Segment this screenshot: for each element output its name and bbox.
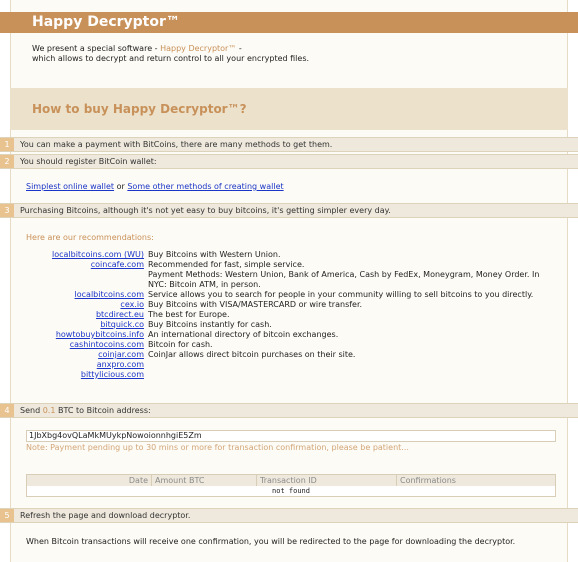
recommendation-link[interactable]: bittylicious.com	[80, 370, 144, 379]
recommendation-link[interactable]: howtobuybitcoins.info	[55, 330, 144, 339]
col-transaction-id: Transaction ID	[257, 475, 397, 486]
table-empty-row: not found	[27, 486, 555, 496]
recommendation-link[interactable]: coincafe.com	[90, 260, 144, 269]
recommendation-desc: Bitcoin for cash.	[148, 340, 213, 349]
intro-line2: which allows to decrypt and return control to all your encrypted files.	[32, 54, 310, 63]
step-number: 2	[0, 155, 14, 168]
step-5	[0, 508, 578, 523]
other-wallet-methods-link[interactable]: Some other methods of creating wallet	[127, 182, 284, 191]
final-instructions: When Bitcoin transactions will receive one confirmation, you will be redirected to the page for downloading the decryptor.	[26, 537, 516, 546]
recommendation-item	[26, 370, 556, 380]
recommendation-desc	[148, 370, 556, 380]
step-text: Refresh the page and download decryptor.	[20, 511, 191, 520]
step-number: 4	[0, 404, 14, 417]
recommendation-desc: Recommended for fast, simple service. Payment Methods: Western Union, Bank of America, Cash by FedEx, Moneygram, Money Order. In NYC: Bitcoin ATM, in person.	[148, 260, 540, 289]
recommendations-list	[26, 250, 556, 380]
recommendation-desc: Buy Bitcoins with VISA/MASTERCARD or wire transfer.	[148, 300, 363, 309]
recommendation-desc: An international directory of bitcoin exchanges.	[148, 330, 339, 339]
recommendation-link[interactable]: btcdirect.eu	[95, 310, 144, 319]
step-text	[20, 404, 151, 417]
recommendation-item	[26, 250, 556, 260]
page-title: Happy Decryptor™	[32, 14, 180, 30]
wallet-links	[26, 182, 284, 191]
recommendation-link[interactable]: bitquick.co	[100, 320, 144, 329]
col-confirmations: Confirmations	[400, 476, 456, 485]
howto-section	[10, 88, 568, 130]
table-header	[27, 475, 555, 486]
simplest-wallet-link[interactable]: Simplest online wallet	[26, 182, 115, 191]
recommendation-item	[26, 300, 556, 310]
recommendation-item	[26, 310, 556, 320]
intro-prefix: We present a special software -	[32, 44, 161, 53]
recommendation-link[interactable]: localbitcoins.com (WU)	[51, 250, 144, 259]
recommendation-link[interactable]: coinjar.com	[98, 350, 144, 359]
recommendation-desc: Buy Bitcoins instantly for cash.	[148, 320, 272, 329]
wallet-or: or	[114, 182, 128, 191]
intro-text	[32, 44, 552, 64]
recommendation-item	[26, 350, 556, 360]
step-number: 5	[0, 509, 14, 522]
payment-note: Note: Payment pending up to 30 mins or more for transaction confirmation, please be patient...	[26, 443, 409, 452]
intro-product: Happy Decryptor™	[160, 44, 237, 53]
recommendation-desc: Buy Bitcoins with Western Union.	[148, 250, 281, 259]
step-text: Purchasing Bitcoins, although it's not yet easy to buy bitcoins, it's getting simpler every day.	[20, 206, 391, 215]
btc-address-label: BTC to Bitcoin address:	[55, 406, 151, 415]
recommendation-item	[26, 320, 556, 330]
send-label: Send	[20, 406, 43, 415]
step-2	[0, 154, 578, 169]
recommendation-item	[26, 330, 556, 340]
header-bar	[0, 12, 578, 33]
col-amount: Amount BTC	[152, 475, 257, 486]
recommendation-item	[26, 340, 556, 350]
transactions-table	[26, 474, 556, 497]
step-number: 3	[0, 204, 14, 217]
recommendations-title: Here are our recommendations:	[26, 233, 154, 242]
col-date: Date	[27, 475, 152, 486]
step-1	[0, 137, 578, 152]
recommendation-link[interactable]: anxpro.com	[96, 360, 144, 369]
step-text: You should register BitCoin wallet:	[20, 157, 157, 166]
recommendation-link[interactable]: cex.io	[120, 300, 144, 309]
howto-title: How to buy Happy Decryptor™?	[32, 102, 247, 116]
recommendation-item	[26, 260, 556, 290]
step-number: 1	[0, 138, 14, 151]
btc-amount: 0.1	[42, 406, 56, 415]
recommendation-item	[26, 290, 556, 300]
recommendation-desc	[148, 360, 556, 370]
recommendation-link[interactable]: localbitcoins.com	[74, 290, 144, 299]
step-text: You can make a payment with BitCoins, there are many methods to get them.	[20, 140, 333, 149]
recommendation-link[interactable]: cashintocoins.com	[69, 340, 144, 349]
step-3	[0, 203, 578, 218]
bitcoin-address-field[interactable]: 1JbXbg4ovQLaMkMUykpNowoionnhgiE5Zm	[26, 430, 556, 442]
recommendation-desc: Service allows you to search for people in your community willing to sell bitcoins to you directly.	[148, 290, 534, 299]
step-4	[0, 403, 578, 418]
recommendation-desc: The best for Europe.	[148, 310, 230, 319]
intro-suffix: -	[236, 44, 242, 53]
recommendation-desc: CoinJar allows direct bitcoin purchases on their site.	[148, 350, 356, 359]
recommendation-item	[26, 360, 556, 370]
